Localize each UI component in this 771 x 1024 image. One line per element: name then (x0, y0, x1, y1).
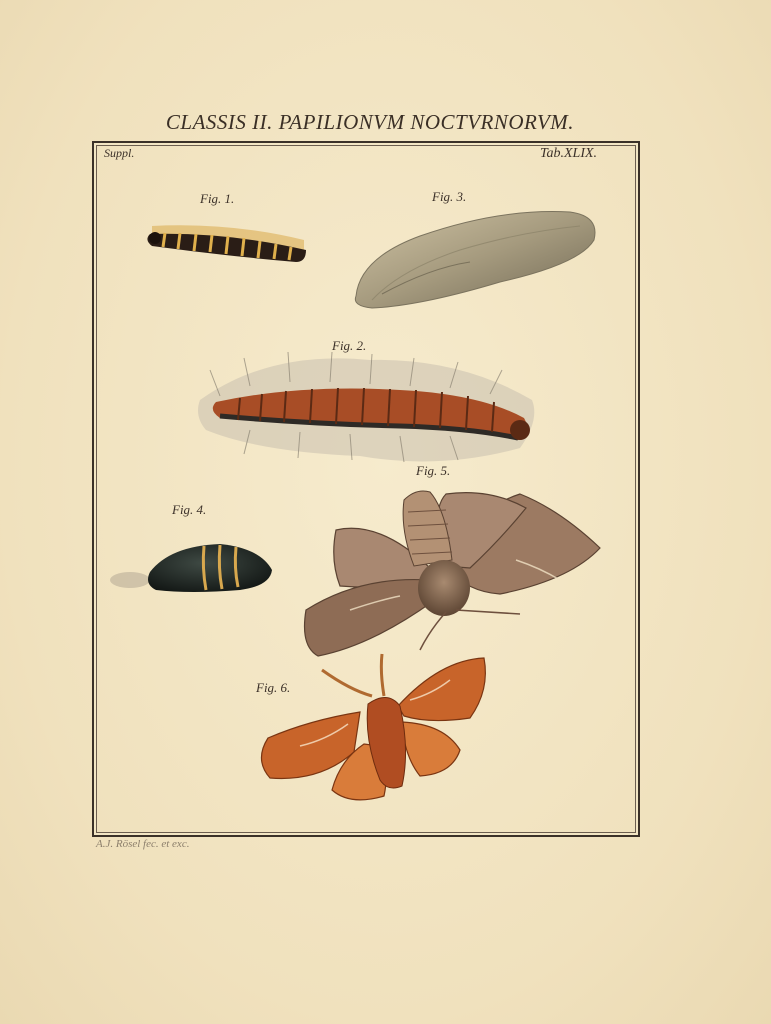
fig-2-caterpillar (198, 352, 534, 462)
fig-4-pupa (110, 544, 272, 592)
fig-6-moth (261, 654, 485, 800)
plate-title: CLASSIS II. PAPILIONVM NOCTVRNORVM. (165, 110, 575, 134)
fig-5-label: Fig. 5. (416, 463, 451, 478)
suppl-label: Suppl. (104, 146, 135, 160)
fig-6-label: Fig. 6. (256, 680, 291, 695)
fig-3-cocoon (355, 212, 595, 309)
fig-5-moth (305, 491, 601, 656)
fig-4-label: Fig. 4. (172, 502, 207, 517)
tab-label: Tab.XLIX. (540, 146, 598, 161)
fig-1-label: Fig. 1. (200, 191, 235, 206)
fig-2-label: Fig. 2. (332, 338, 367, 353)
fig-1-caterpillar (147, 225, 306, 262)
fig-3-label: Fig. 3. (432, 189, 467, 204)
engraver-credit: A.J. Rösel fec. et exc. (96, 838, 190, 850)
